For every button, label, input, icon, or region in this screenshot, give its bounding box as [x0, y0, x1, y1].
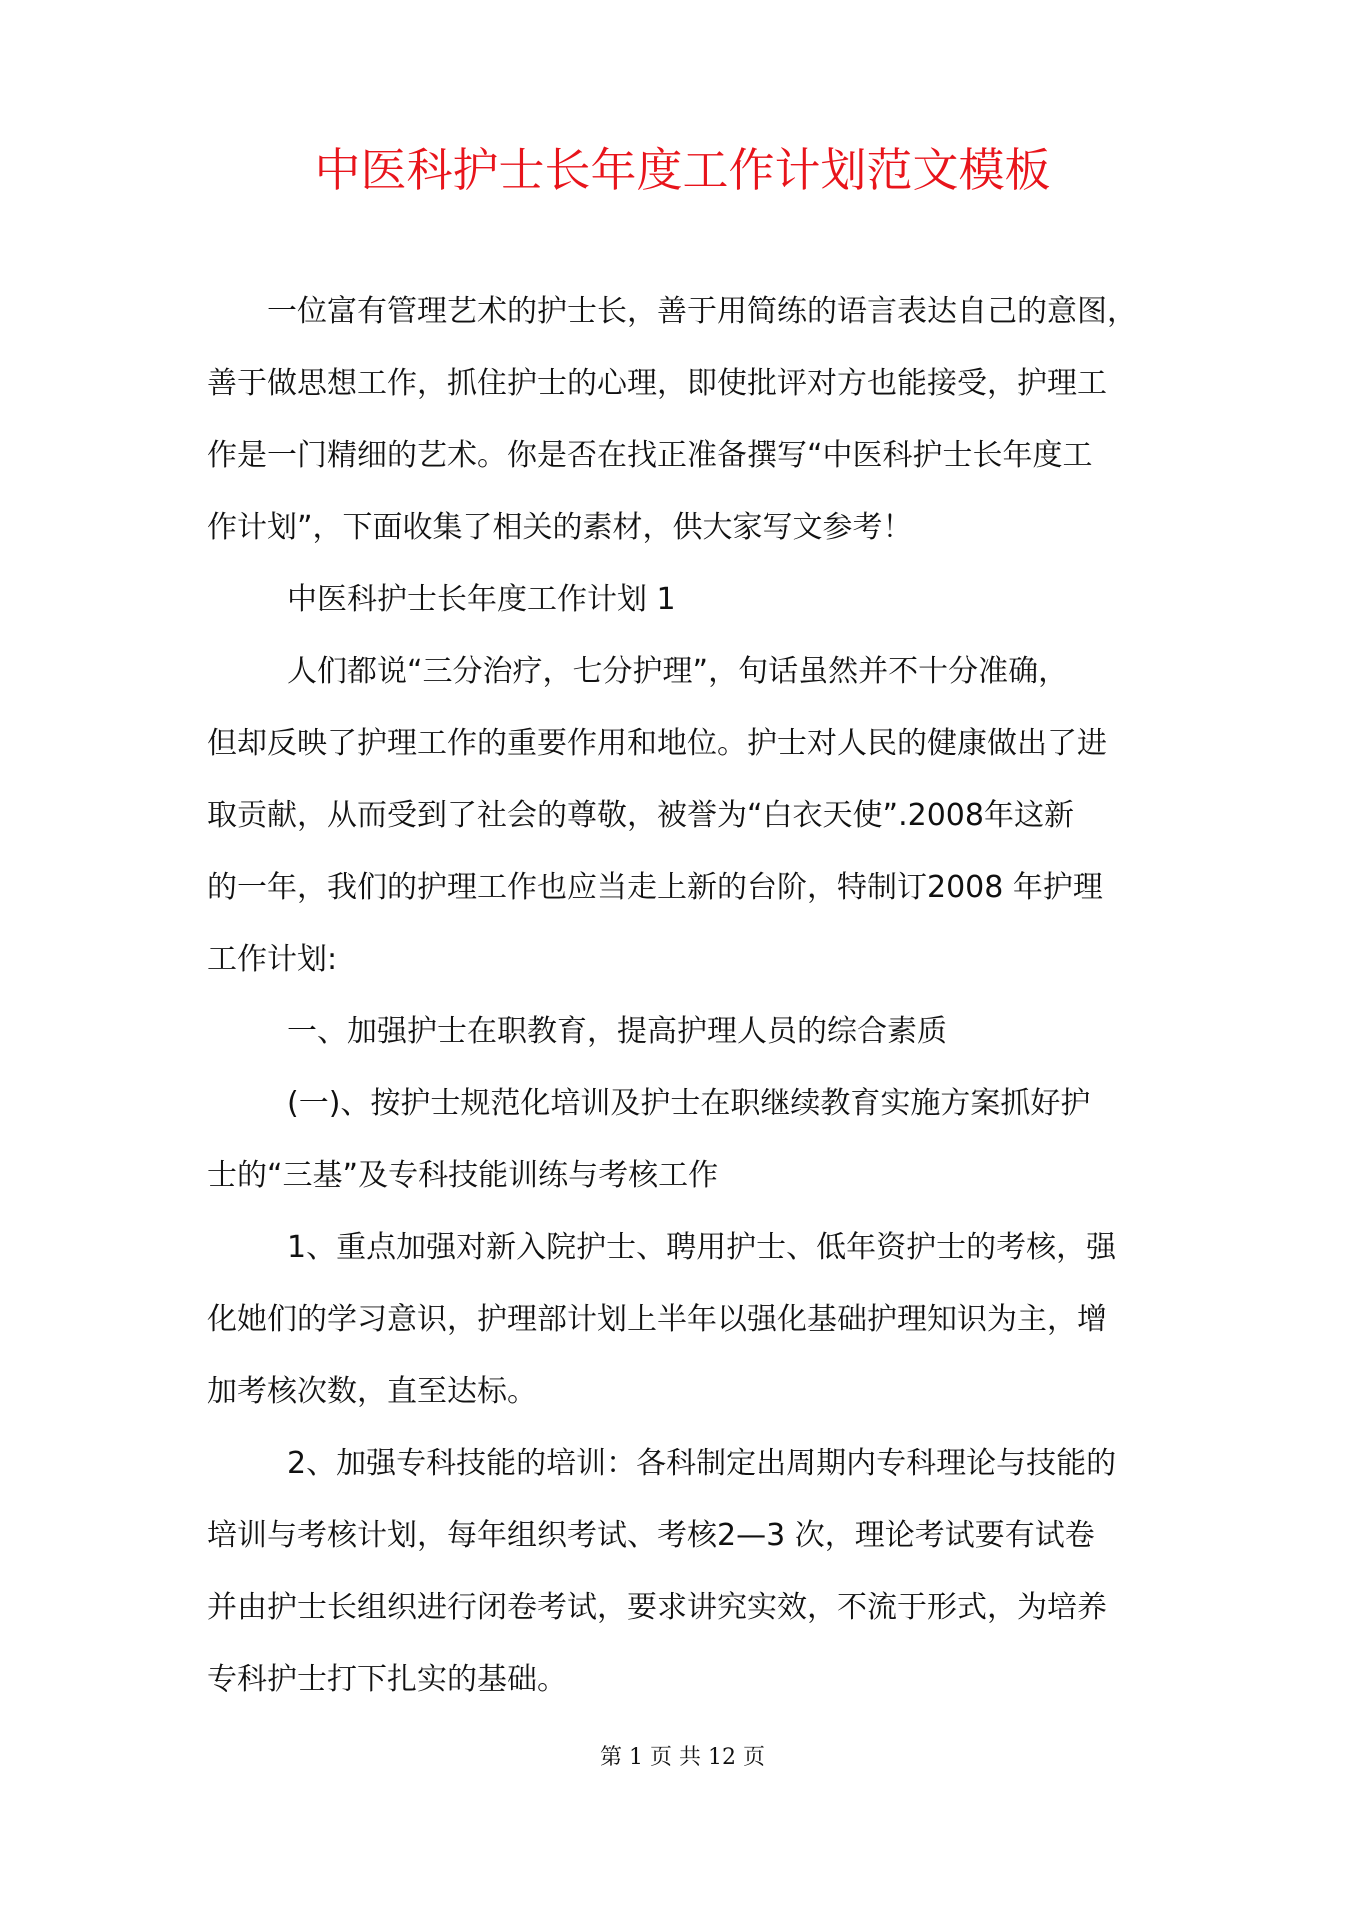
text-line: (一)、按护士规范化培训及护士在职继续教育实施方案抓好护	[287, 1086, 1091, 1121]
text-line: 1、重点加强对新入院护士、聘用护士、低年资护士的考核，强	[287, 1230, 1117, 1265]
text-line: 一位富有管理艺术的护士长，善于用简练的语言表达自己的意图，	[267, 294, 1137, 329]
text-line: 人们都说“三分治疗，七分护理”，句话虽然并不十分准确，	[287, 654, 1069, 689]
text-line: 善于做思想工作，抓住护士的心理，即使批评对方也能接受，护理工	[207, 366, 1107, 401]
text-line: 取贡献，从而受到了社会的尊敬，被誉为“白衣天使”.2008年这新	[207, 798, 1074, 833]
text-line: 但却反映了护理工作的重要作用和地位。护士对人民的健康做出了进	[207, 726, 1107, 761]
page-footer: 第 1 页 共 12 页	[600, 1745, 765, 1770]
section-heading: 中医科护士长年度工作计划 1	[287, 582, 676, 617]
text-line: 培训与考核计划，每年组织考试、考核2—3 次，理论考试要有试卷	[207, 1518, 1095, 1553]
section-heading: 一、加强护士在职教育，提高护理人员的综合素质	[287, 1014, 947, 1049]
text-line: 专科护士打下扎实的基础。	[207, 1662, 567, 1697]
text-line: 的一年，我们的护理工作也应当走上新的台阶，特制订2008 年护理	[207, 870, 1103, 905]
text-line: 士的“三基”及专科技能训练与考核工作	[207, 1158, 719, 1193]
text-line: 并由护士长组织进行闭卷考试，要求讲究实效，不流于形式，为培养	[207, 1590, 1107, 1625]
document-title: 中医科护士长年度工作计划范文模板	[314, 143, 1051, 197]
text-line: 加考核次数，直至达标。	[207, 1374, 537, 1409]
text-line: 作是一门精细的艺术。你是否在找正准备撰写“中医科护士长年度工	[207, 438, 1093, 473]
text-line: 2、加强专科技能的培训：各科制定出周期内专科理论与技能的	[287, 1446, 1117, 1481]
text-line: 作计划”，下面收集了相关的素材，供大家写文参考！	[207, 510, 913, 545]
text-line: 化她们的学习意识，护理部计划上半年以强化基础护理知识为主，增	[207, 1302, 1107, 1337]
text-line: 工作计划:	[207, 942, 338, 977]
